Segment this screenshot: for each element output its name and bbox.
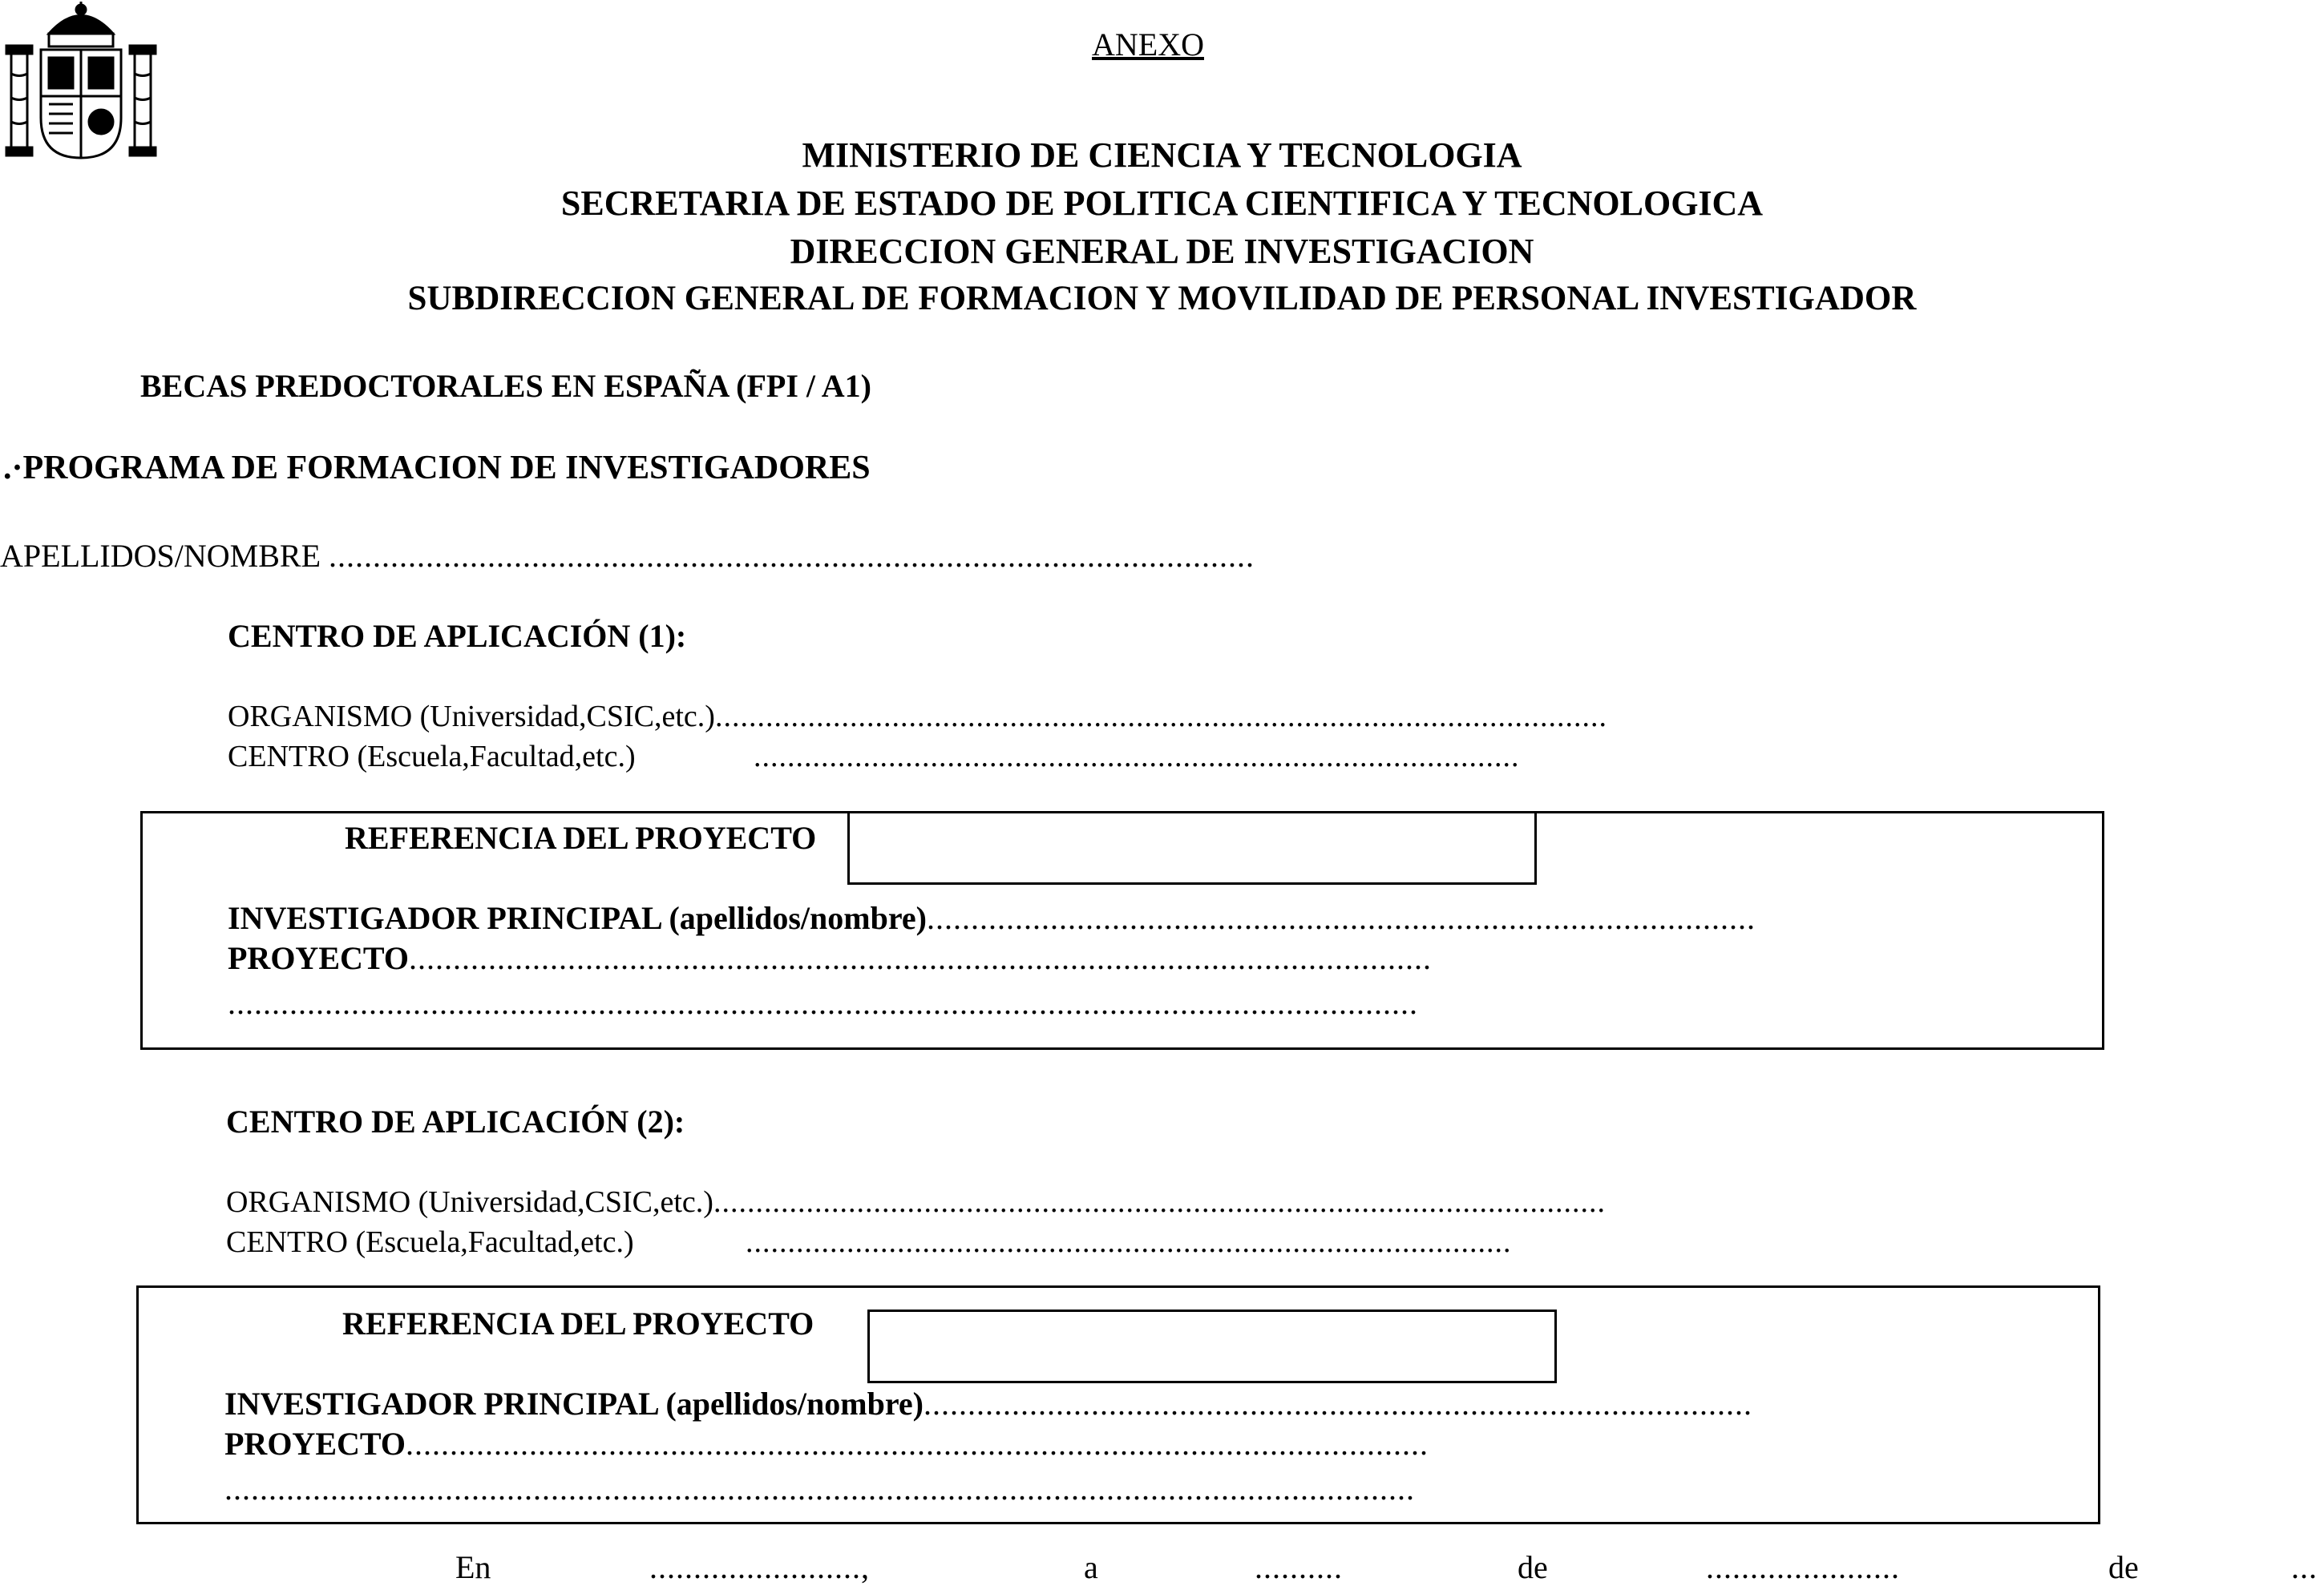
footer-de-1: de <box>1518 1549 1548 1585</box>
applicant-row <box>0 537 1255 575</box>
project-ref-label: REFERENCIA DEL PROYECTO <box>342 1306 814 1342</box>
applicant-label: APELLIDOS/NOMBRE <box>0 538 321 574</box>
ministry-title: MINISTERIO DE CIENCIA Y TECNOLOGIA <box>802 135 1522 175</box>
project-label: PROYECTO <box>224 1426 406 1462</box>
project-extra-field[interactable]: ....................................................................................................................................... <box>224 1471 1415 1507</box>
footer-en: En <box>455 1549 491 1585</box>
applicant-name-field[interactable]: ......................................................................................................... <box>329 538 1255 574</box>
centro-label: CENTRO (Escuela,Facultad,etc.) <box>226 1225 634 1259</box>
project-ref-input[interactable] <box>867 1310 1557 1383</box>
center-2-title: CENTRO DE APLICACIÓN (2): <box>226 1104 685 1140</box>
project-extra-field[interactable]: ....................................................................................................................................... <box>228 985 1418 1021</box>
project-field[interactable]: .................................................................................................................... <box>408 940 1432 976</box>
annex-title: ANEXO <box>1092 26 1204 63</box>
subdirectorate-title: SUBDIRECCION GENERAL DE FORMACION Y MOVILIDAD DE PERSONAL INVESTIGADOR <box>407 280 1917 317</box>
centro-field[interactable]: ........................................................................................... <box>746 1225 1512 1259</box>
pi-field[interactable]: .............................................................................................. <box>923 1386 1752 1422</box>
organismo-field[interactable]: .......................................................................................................... <box>713 1185 1606 1219</box>
organismo-field[interactable]: .......................................................................................................... <box>714 700 1607 733</box>
center-2-centro-row <box>226 1225 634 1260</box>
directorate-title: DIRECCION GENERAL DE INVESTIGACION <box>790 232 1534 271</box>
pi-field[interactable]: .............................................................................................. <box>926 900 1756 936</box>
project-row-2 <box>224 1425 1429 1463</box>
centro-label: CENTRO (Escuela,Facultad,etc.) <box>228 740 636 773</box>
center-1-organismo-row <box>228 699 1607 734</box>
footer-de-2: de <box>2108 1549 2139 1585</box>
project-field[interactable]: .................................................................................................................... <box>405 1426 1429 1462</box>
pi-row-1 <box>228 899 1756 937</box>
footer-a: a <box>1084 1549 1098 1585</box>
grant-type: BECAS PREDOCTORALES EN ESPAÑA (FPI / A1) <box>140 368 871 404</box>
organismo-label: ORGANISMO (Universidad,CSIC,etc.) <box>226 1185 713 1219</box>
center-1-title: CENTRO DE APLICACIÓN (1): <box>228 618 687 654</box>
project-ref-label: REFERENCIA DEL PROYECTO <box>345 820 817 856</box>
centro-field[interactable]: ........................................................................................... <box>754 740 1520 773</box>
program-title: .·PROGRAMA DE FORMACION DE INVESTIGADORES <box>3 450 871 486</box>
month-field[interactable]: ...................... <box>1706 1549 1900 1585</box>
center-1-centro-row <box>228 739 636 774</box>
project-ref-input[interactable] <box>847 811 1537 885</box>
organismo-label: ORGANISMO (Universidad,CSIC,etc.) <box>228 700 715 733</box>
project-row-1 <box>228 939 1432 977</box>
pi-label: INVESTIGADOR PRINCIPAL (apellidos/nombre) <box>228 900 927 936</box>
place-field[interactable]: ........................, <box>649 1549 870 1585</box>
secretariat-title: SECRETARIA DE ESTADO DE POLITICA CIENTIFICA Y TECNOLOGICA <box>560 184 1764 223</box>
pi-row-2 <box>224 1385 1752 1423</box>
day-field[interactable]: .......... <box>1255 1549 1343 1585</box>
pi-label: INVESTIGADOR PRINCIPAL (apellidos/nombre) <box>224 1386 924 1422</box>
project-label: PROYECTO <box>228 940 409 976</box>
year-field[interactable]: ... <box>2291 1549 2318 1585</box>
center-2-organismo-row <box>226 1184 1606 1220</box>
